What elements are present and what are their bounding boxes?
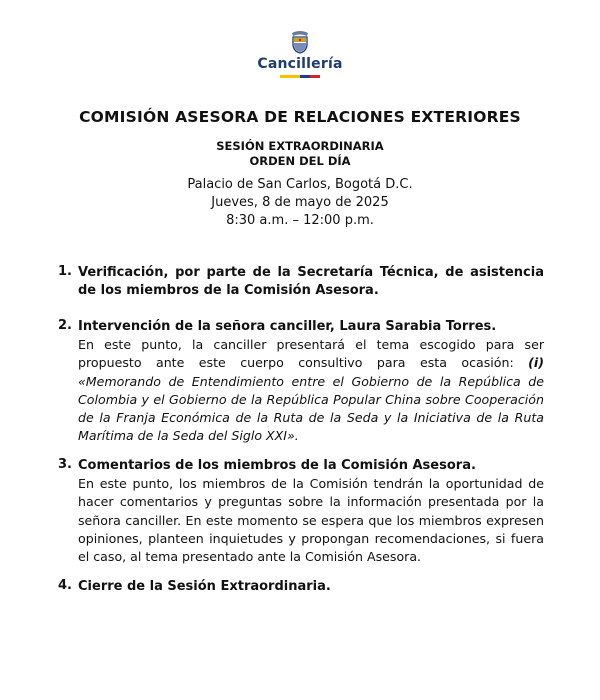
- logo-text: Cancillería: [257, 56, 343, 72]
- coat-of-arms-icon: [288, 30, 312, 54]
- agenda-item-title: Intervención de la señora canciller, Laura Sarabia Torres.: [78, 319, 497, 334]
- agenda-item-number: 2.: [58, 318, 72, 333]
- agenda-item-number: 1.: [58, 264, 72, 279]
- flag-stripe: [280, 75, 320, 78]
- agenda-item-number: 4.: [58, 578, 72, 593]
- agenda-item-number: 3.: [58, 457, 72, 472]
- agenda-item-body: En este punto, los miembros de la Comisión tendrán la oportunidad de hacer comentarios y preguntas sobre la información presentada por la señora canciller. En este momento se espera que los miembros expresen opiniones, planteen inquietudes y propongan recomendaciones, si fuera el caso, al tema presentado ante la Comisión Asesora.: [78, 476, 544, 565]
- agenda-item-title: Comentarios de los miembros de la Comisión Asesora.: [78, 458, 476, 473]
- cancilleria-logo: [0, 30, 600, 78]
- agenda-heading: ORDEN DEL DÍA: [249, 154, 351, 168]
- meeting-place: Palacio de San Carlos, Bogotá D.C.: [187, 177, 413, 192]
- agenda-item-title: Cierre de la Sesión Extraordinaria.: [78, 579, 331, 594]
- agenda-item-body-marker: (i): [528, 355, 544, 371]
- agenda-item: [58, 578, 544, 596]
- meeting-date: Jueves, 8 de mayo de 2025: [211, 195, 389, 210]
- agenda-item: [58, 264, 544, 300]
- agenda-item-title: Verificación, por parte de la Secretaría Técnica, de asistencia de los miembros de la Comisión Asesora.: [78, 265, 544, 298]
- document-title: COMISIÓN ASESORA DE RELACIONES EXTERIORES: [79, 108, 521, 126]
- session-type: SESIÓN EXTRAORDINARIA: [216, 139, 384, 153]
- meeting-time: 8:30 a.m. – 12:00 p.m.: [226, 213, 374, 228]
- agenda-item: [58, 318, 544, 446]
- agenda-item-body-italic: «Memorando de Entendimiento entre el Gobierno de la República de Colombia y el Gobierno de la República Popular China sobre Cooperación de la Franja Económica de la Ruta de la Seda y la Iniciativa de la Ruta Marítima de la Seda del Siglo XXI».: [78, 373, 544, 444]
- agenda-item-body: [78, 336, 544, 446]
- agenda-item: [58, 457, 544, 566]
- agenda-item-body-intro: En este punto, la canciller presentará el tema escogido para ser propuesto ante este cuerpo consultivo para esta ocasión:: [78, 337, 544, 371]
